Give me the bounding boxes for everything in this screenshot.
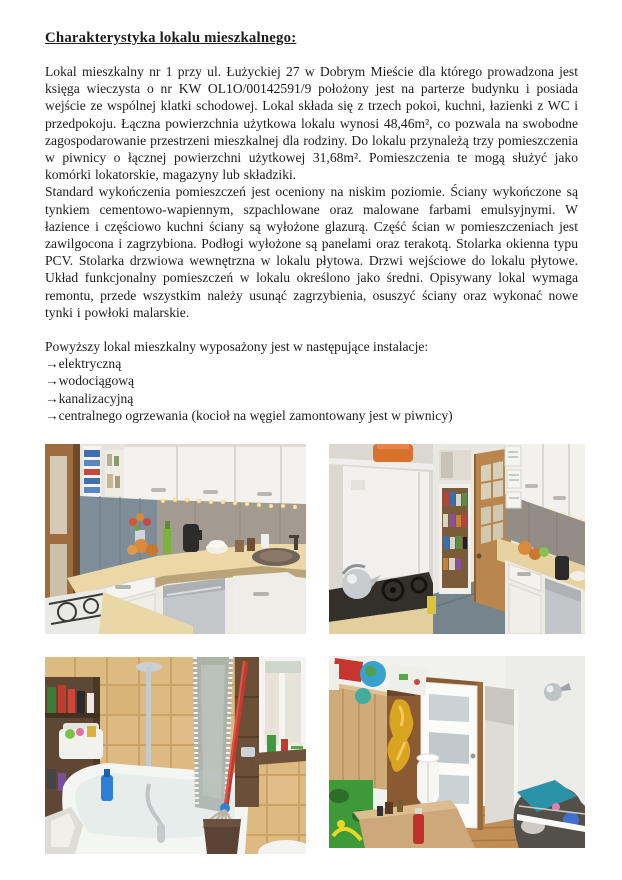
kitchen-worktop-photo-image	[45, 444, 306, 634]
kitchen-stove-photo-image	[329, 444, 585, 634]
installation-item-electrical: →elektryczną	[45, 356, 122, 372]
document-title: Charakterystyka lokalu mieszkalnego:	[45, 30, 297, 46]
installation-item-water: →wodociągową	[45, 373, 135, 389]
photo-bathroom	[45, 657, 306, 854]
room-photo-image	[329, 656, 585, 848]
paragraph-condition: Standard wykończenia pomieszczeń jest oceniony na niskim poziomie. Ściany wykończone są tynkiem cementowo-wapiennym, szpachlowane oraz malowane farbami emulsyjnymi. W łazience i częściowo kuchni ściany są wyłożone glazurą. Część ścian w pomieszczeniach jest zawilgocona i zagrzybiona. Podłogi wyłożone są panelami oraz terakotą. Stolarka okienna typu PCV. Stolarka drzwiowa wewnętrzna w lokalu płytowa. Drzwi wejściowe do lokalu płytowe. Układ funkcjonalny pomieszczeń w lokalu określono jako średni. Opisywany lokal wymaga remontu, przede wszystkim należy usunąć zagrzybienia, osuszyć ściany oraz wykonać nowe tynki i powłoki malarskie.	[45, 184, 578, 320]
paragraph-location: Lokal mieszkalny nr 1 przy ul. Łużyckiej 27 w Dobrym Mieście dla którego prowadzona jest księga wieczysta o nr KW OL1O/00142591/9 położony jest na parterze budynku i posiada wejście ze wspólnej klatki schodowej. Lokal składa się z trzech pokoi, kuchni, łazienki z WC i przedpokoju. Łączna powierzchnia użytkowa lokalu wynosi 48,46m², co pozwala na swobodne zagospodarowanie przestrzeni mieszkalnej dla rodziny. Do lokalu przynależą trzy pomieszczenia w piwnicy o łącznej powierzchni użytkowej 31,68m². Pomieszczenia te mogą służyć jako komórki lokatorskie, magazyny lub składziki.	[45, 64, 578, 183]
photo-kitchen-worktop	[45, 444, 306, 634]
installations-intro: Powyższy lokal mieszkalny wyposażony jest w następujące instalacje:	[45, 339, 429, 355]
installation-item-heating: →centralnego ogrzewania (kocioł na węgiel zamontowany jest w piwnicy)	[45, 407, 453, 423]
document-body	[45, 30, 578, 424]
photo-grid	[45, 444, 585, 854]
photo-kitchen-stove	[329, 444, 585, 634]
installation-item-sewage: →kanalizacyjną	[45, 390, 134, 406]
photo-room-with-door	[329, 656, 585, 848]
bathroom-photo-image	[45, 657, 306, 854]
